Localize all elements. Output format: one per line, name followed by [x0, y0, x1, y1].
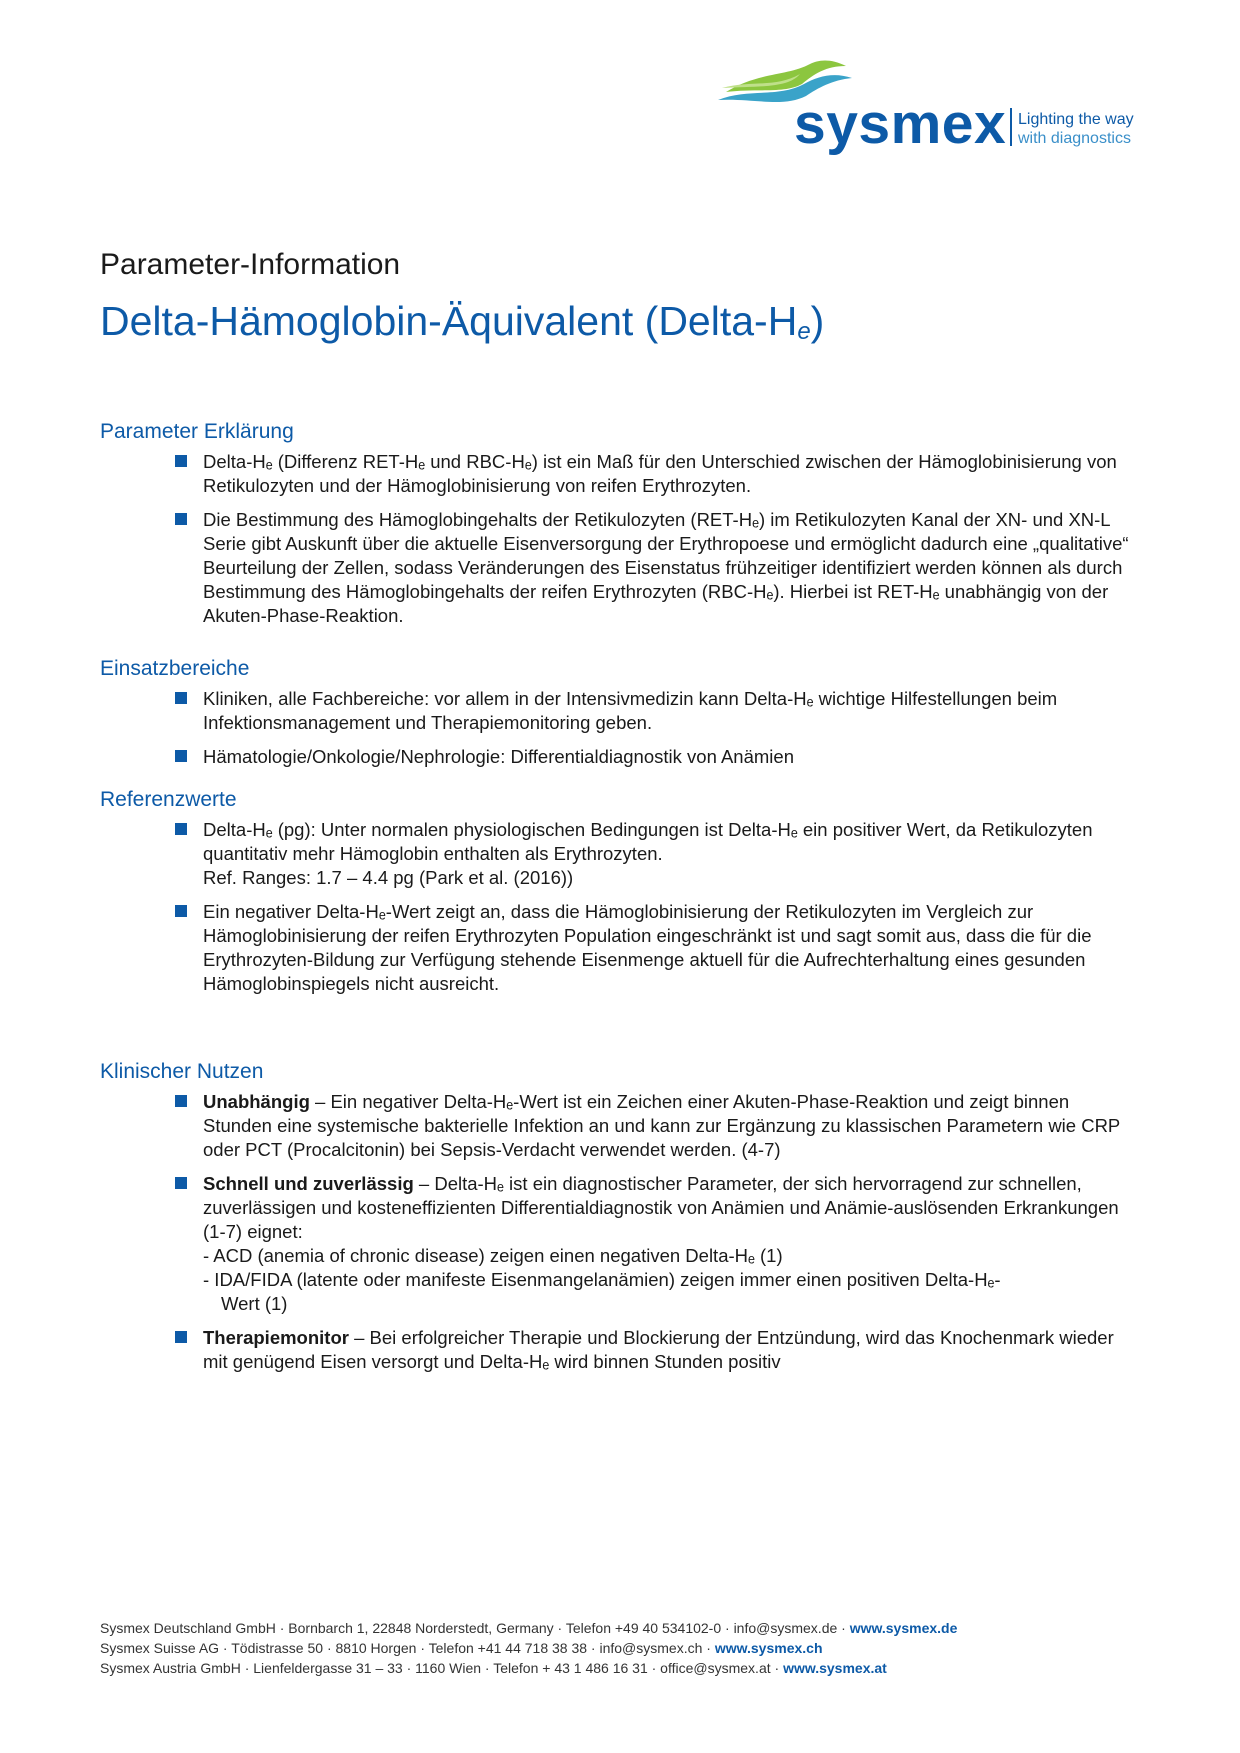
tagline-line1: Lighting the way — [1018, 111, 1134, 128]
section-heading: Klinischer Nutzen — [100, 1060, 264, 1083]
bullet-list — [100, 450, 1130, 628]
list-item-text: Delta-Hₑ (pg): Unter normalen physiologischen Bedingungen ist Delta-Hₑ ein positiver Wert, da Retikulozyten quantitativ mehr Hämoglobin enthalten als Erythrozyten. — [203, 819, 1093, 864]
footer-line-ch — [100, 1638, 957, 1658]
footer-address: Sysmex Suisse AG · Tödistrasse 50 · 8810 Horgen · Telefon +41 44 718 38 38 · info@sysmex.ch · — [100, 1640, 715, 1656]
document-title — [100, 298, 824, 346]
section-einsatzbereiche — [100, 657, 1130, 779]
square-bullet-icon — [175, 905, 187, 917]
square-bullet-icon — [175, 455, 187, 467]
list-item — [203, 745, 1130, 769]
title-main: Delta-Hämoglobin-Äquivalent (Delta-H — [100, 298, 798, 344]
document-kicker: Parameter-Information — [100, 248, 401, 281]
item-lead: Schnell und zuverlässig — [203, 1173, 414, 1194]
footer-address: Sysmex Deutschland GmbH · Bornbarch 1, 22848 Norderstedt, Germany · Telefon +49 40 534102-0 · info@sysmex.de · — [100, 1620, 850, 1636]
square-bullet-icon — [175, 692, 187, 704]
list-item — [203, 1090, 1130, 1162]
list-item — [203, 1172, 1130, 1316]
section-heading: Referenzwerte — [100, 788, 237, 811]
sysmex-logo — [718, 58, 1138, 158]
list-item — [203, 818, 1130, 890]
list-item-text: Kliniken, alle Fachbereiche: vor allem in der Intensivmedizin kann Delta-Hₑ wichtige Hilfestellungen beim Infektionsmanagement und Therapiemonitoring geben. — [203, 688, 1058, 733]
list-item-text: – Ein negativer Delta-Hₑ-Wert ist ein Zeichen einer Akuten-Phase-Reaktion und zeigt binnen Stunden eine systemische bakterielle Infektion an und kann zur Ergänzung zu klassischen Parametern wie CRP oder PCT (Procalcitonin) bei Sepsis-Verdacht verwendet werden. (4-7) — [203, 1091, 1120, 1160]
footer-line-de — [100, 1618, 957, 1638]
list-item — [203, 687, 1130, 735]
footer-website-link[interactable]: www.sysmex.ch — [714, 1640, 823, 1656]
bullet-list — [100, 687, 1130, 769]
list-item — [203, 1326, 1130, 1374]
square-bullet-icon — [175, 513, 187, 525]
section-heading: Parameter Erklärung — [100, 420, 294, 443]
sysmex-wordmark: sysmex — [794, 92, 1007, 156]
footer-website-link[interactable]: www.sysmex.at — [783, 1660, 887, 1676]
dash-item: - ACD (anemia of chronic disease) zeigen einen negativen Delta-Hₑ (1) — [203, 1245, 783, 1266]
square-bullet-icon — [175, 1177, 187, 1189]
logo-divider — [1010, 108, 1012, 146]
list-item-text: – Delta-Hₑ ist ein diagnostischer Parameter, der sich hervorragend zur schnellen, zuverlässigen und kosteneffizienten Differentialdiagnostik von Anämien und Anämie-auslösenden Erkrankungen (1-7) eignet: — [203, 1173, 1119, 1242]
item-lead: Therapiemonitor — [203, 1327, 349, 1348]
square-bullet-icon — [175, 1095, 187, 1107]
list-item — [203, 450, 1130, 498]
list-item-text: Hämatologie/Onkologie/Nephrologie: Differentialdiagnostik von Anämien — [203, 746, 794, 767]
section-referenzwerte — [100, 788, 1130, 1006]
bullet-list — [100, 1090, 1130, 1374]
section-heading: Einsatzbereiche — [100, 657, 250, 680]
list-item — [203, 508, 1130, 628]
list-item-text: – Bei erfolgreicher Therapie und Blockierung der Entzündung, wird das Knochenmark wieder mit genügend Eisen versorgt und Delta-Hₑ wird binnen Stunden positiv — [203, 1327, 1114, 1372]
square-bullet-icon — [175, 823, 187, 835]
section-klinischer-nutzen — [100, 1060, 1130, 1384]
list-item-text: Delta-Hₑ (Differenz RET-Hₑ und RBC-Hₑ) ist ein Maß für den Unterschied zwischen der Hämoglobinisierung von Retikulozyten und der Hämoglobinisierung von reifen Erythrozyten. — [203, 451, 1117, 496]
tagline-line2: with diagnostics — [1018, 130, 1131, 147]
square-bullet-icon — [175, 750, 187, 762]
title-subscript: e — [797, 318, 811, 345]
section-parameter-erklaerung — [100, 420, 1130, 638]
reference-range: Ref. Ranges: 1.7 – 4.4 pg (Park et al. (2016)) — [203, 867, 574, 888]
footer-website-link[interactable]: www.sysmex.de — [849, 1620, 958, 1636]
item-lead: Unabhängig — [203, 1091, 310, 1112]
square-bullet-icon — [175, 1331, 187, 1343]
brand-tagline — [1018, 110, 1134, 148]
list-item-text: Die Bestimmung des Hämoglobingehalts der Retikulozyten (RET-Hₑ) im Retikulozyten Kanal der XN- und XN-L Serie gibt Auskunft über die aktuelle Eisenversorgung der Erythropoese und ermöglicht dadurch eine „qualitative“ Beurteilung der Zellen, sodass Veränderungen des Eisenstatus frühzeitiger identifiziert werden können als durch Bestimmung des Hämoglobingehalts der reifen Erythrozyten (RBC-Hₑ). Hierbei ist RET-Hₑ unabhängig von der Akuten-Phase-Reaktion. — [203, 509, 1129, 626]
dash-item-continuation: Wert (1) — [221, 1293, 288, 1314]
list-item — [203, 900, 1130, 996]
bullet-list — [100, 818, 1130, 996]
list-item-text: Ein negativer Delta-Hₑ-Wert zeigt an, dass die Hämoglobinisierung der Retikulozyten im Vergleich zur Hämoglobinisierung der reifen Erythrozyten Population eingeschränkt ist und sagt somit aus, dass die für die Erythrozyten-Bildung zur Verfügung stehende Eisenmenge aktuell für die Aufrechterhaltung eines gesunden Hämoglobinspiegels nicht ausreicht. — [203, 901, 1092, 994]
footer-address: Sysmex Austria GmbH · Lienfeldergasse 31 – 33 · 1160 Wien · Telefon + 43 1 486 16 31 · office@sysmex.at · — [100, 1660, 784, 1676]
page-footer — [100, 1618, 957, 1678]
title-end: ) — [810, 298, 825, 344]
dash-item: - IDA/FIDA (latente oder manifeste Eisenmangelanämien) zeigen immer einen positiven Delta-Hₑ- — [203, 1269, 1001, 1290]
footer-line-at — [100, 1658, 957, 1678]
